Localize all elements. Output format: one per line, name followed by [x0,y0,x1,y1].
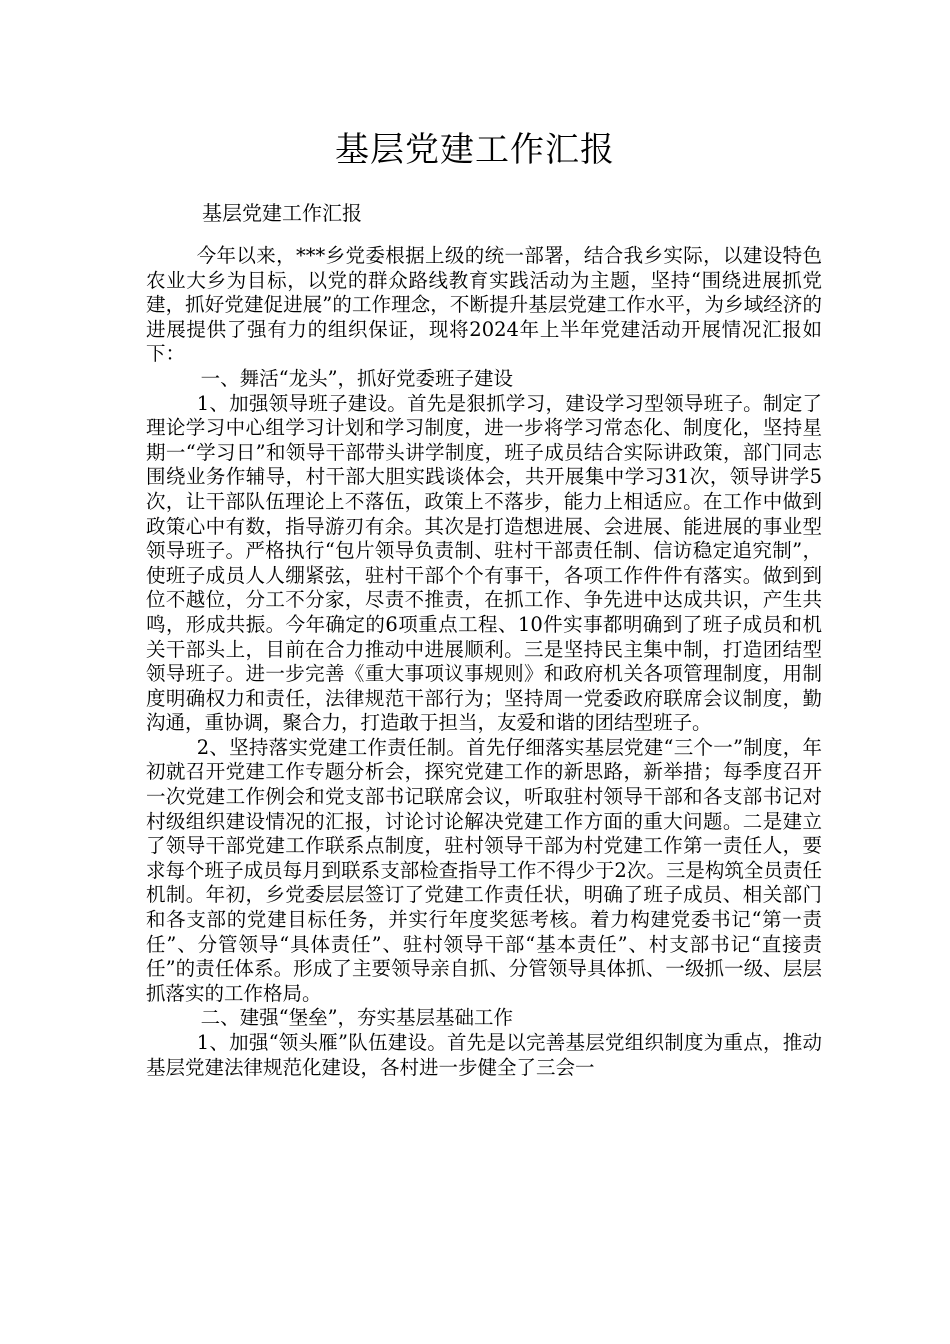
section-heading-1: 一、舞活“龙头”，抓好党委班子建设 [200,366,514,390]
document-body [146,218,822,1080]
intro-paragraph: 今年以来，***乡党委根据上级的统一部署，结合我乡实际，以建设特色农业大乡为目标，以党的群众路线教育实践活动为主题，坚持“围绕进展抓党建，抓好党建促进展”的工作理念，不断提升基层党建工作水平，为乡域经济的进展提供了强有力的组织保证，现将2024年上半年党建活动开展情况汇报如下： [146,244,822,366]
document-title: 基层党建工作汇报 [335,130,615,170]
document-subtitle: 基层党建工作汇报 [202,201,362,225]
paragraph-3: 1、加强“领头雁”队伍建设。首先是以完善基层党组织制度为重点，推动基层党建法律规范化建设，各村进一步健全了三会一 [146,1031,822,1079]
section-heading-2: 二、建强“堡垒”，夯实基层基础工作 [200,1006,514,1030]
paragraph-2: 2、坚持落实党建工作责任制。首先仔细落实基层党建“三个一”制度，年初就召开党建工作专题分析会，探究党建工作的新思路，新举措；每季度召开一次党建工作例会和党支部书记联席会议，听取驻村领导干部和各支部书记对村级组织建设情况的汇报，讨论讨论解决党建工作方面的重大问题。二是建立了领导干部党建工作联系点制度，驻村领导干部为村党建工作第一责任人，要求每个班子成员每月到联系支部检查指导工作不得少于2次。三是构筑全员责任机制。年初，乡党委层层签订了党建工作责任状，明确了班子成员、相关部门和各支部的党建目标任务，并实行年度奖惩考核。着力构建党委书记“第一责任”、分管领导“具体责任”、驻村领导干部“基本责任”、村支部书记“直接责任”的责任体系。形成了主要领导亲自抓、分管领导具体抓、一级抓一级、层层抓落实的工作格局。 [146,735,822,1005]
paragraph-1: 1、加强领导班子建设。首先是狠抓学习，建设学习型领导班子。制定了理论学习中心组学习计划和学习制度，进一步将学习常态化、制度化，坚持星期一“学习日”和领导干部带头讲学制度，班子成员结合实际讲政策，部门同志围绕业务作辅导，村干部大胆实践谈体会，共开展集中学习31次，领导讲学5次，让干部队伍理论上不落伍，政策上不落步，能力上相适应。在工作中做到政策心中有数，指导游刃有余。其次是打造想进展、会进展、能进展的事业型领导班子。严格执行“包片领导负责制、驻村干部责任制、信访稳定追究制”，使班子成员人人绷紧弦，驻村干部个个有事干，各项工作件件有落实。做到到位不越位，分工不分家，尽责不推责，在抓工作、争先进中达成共识，产生共鸣，形成共振。今年确定的6项重点工程、10件实事都明确到了班子成员和机关干部头上，目前在合力推动中进展顺利。三是坚持民主集中制，打造团结型领导班子。进一步完善《重大事项议事规则》和政府机关各项管理制度，用制度明确权力和责任，法律规范干部行为；坚持周一党委政府联席会议制度，勤沟通，重协调，聚合力，打造敢于担当，友爱和谐的团结型班子。 [146,391,822,735]
